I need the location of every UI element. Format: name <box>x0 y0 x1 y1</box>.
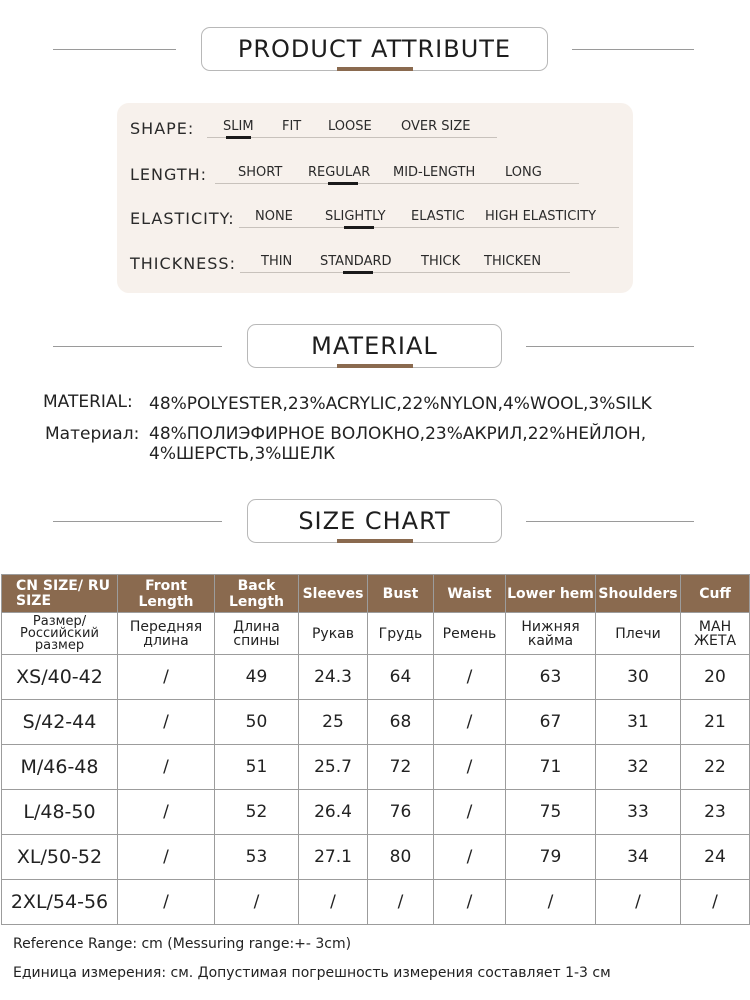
material-title: MATERIAL <box>247 324 502 368</box>
table-cell: 25.7 <box>299 745 368 790</box>
option-none: NONE <box>255 209 293 224</box>
title-accent-bar <box>337 539 413 543</box>
table-cell: 24 <box>681 835 750 880</box>
table-cell: 21 <box>681 700 750 745</box>
divider-left <box>53 521 222 522</box>
material-label-en: MATERIAL: <box>43 392 133 412</box>
option-over-size: OVER SIZE <box>401 119 471 134</box>
table-cell: 79 <box>506 835 596 880</box>
column-header-ru: Ремень <box>434 613 506 655</box>
size-label: L/48-50 <box>2 790 118 835</box>
table-cell: 30 <box>596 655 681 700</box>
table-cell: 53 <box>215 835 299 880</box>
option-loose: LOOSE <box>328 119 372 134</box>
table-cell: 32 <box>596 745 681 790</box>
table-cell: / <box>434 880 506 925</box>
table-cell: / <box>118 700 215 745</box>
option-fit: FIT <box>282 119 302 134</box>
column-header-ru: Грудь <box>368 613 434 655</box>
column-header: Sleeves <box>299 575 368 613</box>
table-cell: 24.3 <box>299 655 368 700</box>
product-attribute-panel <box>117 103 633 293</box>
product-attribute-header <box>0 27 750 87</box>
table-header-en <box>2 575 750 613</box>
option-elastic: ELASTIC <box>411 209 465 224</box>
column-header: Bust <box>368 575 434 613</box>
option-long: LONG <box>505 165 542 180</box>
option-thick: THICK <box>421 254 461 269</box>
attribute-label: THICKNESS: <box>130 254 236 273</box>
column-header-ru: Рукав <box>299 613 368 655</box>
attribute-row-shape <box>117 115 633 145</box>
table-cell: / <box>215 880 299 925</box>
table-cell: 72 <box>368 745 434 790</box>
material-label-ru: Материал: <box>45 424 140 444</box>
attribute-row-elasticity <box>117 205 633 235</box>
table-row <box>2 700 750 745</box>
size-chart-table <box>1 574 750 925</box>
table-cell: / <box>118 745 215 790</box>
column-header-ru: Длина спины <box>215 613 299 655</box>
table-cell: 67 <box>506 700 596 745</box>
table-cell: / <box>118 790 215 835</box>
attribute-row-length <box>117 161 633 191</box>
option-regular: REGULAR <box>308 165 371 180</box>
table-cell: 31 <box>596 700 681 745</box>
table-cell: 25 <box>299 700 368 745</box>
selected-marker <box>226 136 251 139</box>
column-header-ru: Передняя длина <box>118 613 215 655</box>
table-cell: / <box>118 880 215 925</box>
table-cell: / <box>434 655 506 700</box>
material-header <box>0 324 750 384</box>
table-cell: 71 <box>506 745 596 790</box>
reference-range-note: Reference Range: cm (Messuring range:+- 3cm) <box>13 936 352 952</box>
table-cell: / <box>434 745 506 790</box>
attribute-label: SHAPE: <box>130 119 195 138</box>
table-cell: 33 <box>596 790 681 835</box>
size-chart-title: SIZE CHART <box>247 499 502 543</box>
option-thin: THIN <box>261 254 293 269</box>
title-accent-bar <box>337 364 413 368</box>
column-header: CN SIZE/ RU SIZE <box>2 575 118 613</box>
table-cell: / <box>434 790 506 835</box>
selected-marker <box>328 182 358 185</box>
options-baseline <box>239 227 619 228</box>
size-label: XL/50-52 <box>2 835 118 880</box>
size-label: 2XL/54-56 <box>2 880 118 925</box>
attribute-label: ELASTICITY: <box>130 209 235 228</box>
option-slightly: SLIGHTLY <box>325 209 386 224</box>
table-cell: 76 <box>368 790 434 835</box>
table-cell: / <box>506 880 596 925</box>
column-header: Back Length <box>215 575 299 613</box>
material-value-ru-line2: 4%ШЕРСТЬ,3%ШЕЛК <box>149 444 336 464</box>
selected-marker <box>343 271 373 274</box>
table-cell: 20 <box>681 655 750 700</box>
size-label: S/42-44 <box>2 700 118 745</box>
column-header-ru: Нижняя кайма <box>506 613 596 655</box>
table-cell: 75 <box>506 790 596 835</box>
table-cell: 49 <box>215 655 299 700</box>
table-row <box>2 880 750 925</box>
size-label: XS/40-42 <box>2 655 118 700</box>
divider-left <box>53 346 222 347</box>
table-cell: 22 <box>681 745 750 790</box>
column-header: Shoulders <box>596 575 681 613</box>
table-cell: 52 <box>215 790 299 835</box>
material-value-ru-line1: 48%ПОЛИЭФИРНОЕ ВОЛОКНО,23%АКРИЛ,22%НЕЙЛОН, <box>149 424 647 444</box>
reference-range-note-ru: Единица измерения: см. Допустимая погрешность измерения составляет 1-3 см <box>13 965 611 981</box>
table-cell: / <box>596 880 681 925</box>
table-cell: / <box>681 880 750 925</box>
table-cell: 51 <box>215 745 299 790</box>
table-cell: 50 <box>215 700 299 745</box>
option-short: SHORT <box>238 165 283 180</box>
option-thicken: THICKEN <box>484 254 542 269</box>
divider-right <box>572 49 694 50</box>
table-cell: 68 <box>368 700 434 745</box>
table-row <box>2 745 750 790</box>
option-high-elasticity: HIGH ELASTICITY <box>485 209 597 224</box>
column-header-ru: МАН ЖЕТА <box>681 613 750 655</box>
column-header: Waist <box>434 575 506 613</box>
table-cell: / <box>118 655 215 700</box>
attribute-label: LENGTH: <box>130 165 208 184</box>
divider-right <box>526 521 694 522</box>
option-standard: STANDARD <box>320 254 392 269</box>
table-cell: / <box>434 835 506 880</box>
divider-right <box>526 346 694 347</box>
table-cell: 26.4 <box>299 790 368 835</box>
column-header: Cuff <box>681 575 750 613</box>
table-header-ru <box>2 613 750 655</box>
table-cell: 23 <box>681 790 750 835</box>
title-accent-bar <box>337 67 413 71</box>
selected-marker <box>344 226 374 229</box>
product-attribute-title: PRODUCT ATTRIBUTE <box>201 27 548 71</box>
options-baseline <box>215 183 579 184</box>
table-cell: 34 <box>596 835 681 880</box>
option-slim: SLIM <box>223 119 254 134</box>
table-cell: 63 <box>506 655 596 700</box>
column-header: Lower hem <box>506 575 596 613</box>
material-value-en: 48%POLYESTER,23%ACRYLIC,22%NYLON,4%WOOL,3%SILK <box>149 394 652 414</box>
table-cell: / <box>299 880 368 925</box>
table-cell: / <box>118 835 215 880</box>
table-cell: 80 <box>368 835 434 880</box>
divider-left <box>53 49 176 50</box>
size-chart-header <box>0 499 750 559</box>
table-row <box>2 655 750 700</box>
size-label: M/46-48 <box>2 745 118 790</box>
table-cell: / <box>368 880 434 925</box>
table-cell: / <box>434 700 506 745</box>
attribute-row-thickness <box>117 250 633 280</box>
table-row <box>2 835 750 880</box>
table-cell: 64 <box>368 655 434 700</box>
column-header-ru: Размер/ Российский размер <box>2 613 118 655</box>
options-baseline <box>240 272 570 273</box>
column-header-ru: Плечи <box>596 613 681 655</box>
table-row <box>2 790 750 835</box>
column-header: Front Length <box>118 575 215 613</box>
table-cell: 27.1 <box>299 835 368 880</box>
option-mid-length: MID-LENGTH <box>393 165 476 180</box>
